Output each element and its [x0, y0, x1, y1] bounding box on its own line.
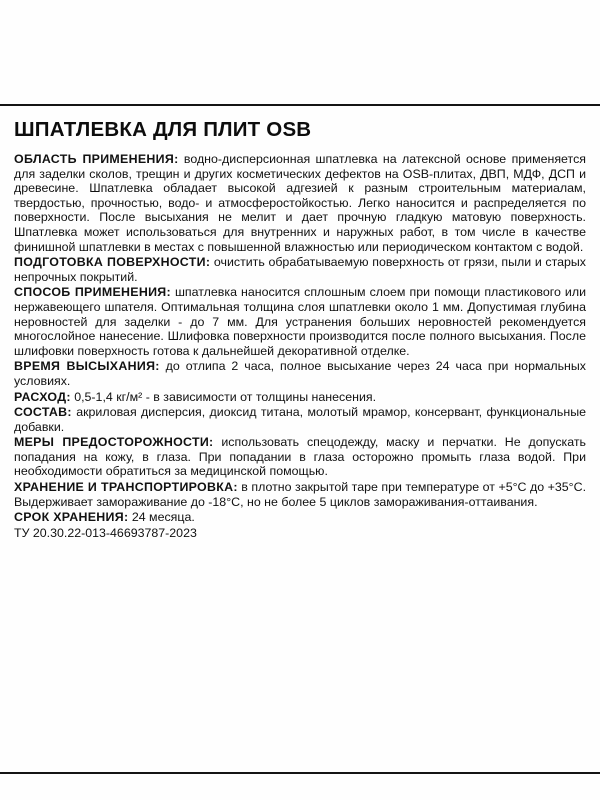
- section-text: 24 месяца.: [128, 510, 195, 525]
- section-heading: ПОДГОТОВКА ПОВЕРХНОСТИ:: [14, 255, 211, 270]
- section-text: 0,5-1,4 кг/м² - в зависимости от толщины нанесения.: [70, 389, 377, 404]
- section-text: водно-дисперсионная шпатлевка на латексной основе применяется для заделки сколов, трещин и других косметических дефектов на OSB-плитах, ДВП, МДФ, ДСП и древесине. Шпатлевка обладает высокой адгезией к разным строительным материалам, твердостью, прочностью, водо- и атмосферостойкостью. Легко наносится и распределяется по поверхности. После высыхания не мелит и дает прочную гладкую матовую поверхность. Шпатлевка может использоваться для внутренних и наружных работ, в том числе в качестве финишной шпатлевки в местах с повышенной влажностью или периодическом контактом с водой.: [14, 152, 586, 254]
- section-heading: СОСТАВ:: [14, 405, 72, 420]
- label-content: [14, 118, 586, 553]
- section-usage-method: [14, 285, 586, 358]
- section-text: акриловая дисперсия, диоксид титана, молотый мрамор, консервант, функциональные добавки.: [14, 405, 586, 434]
- section-consumption: [14, 390, 586, 405]
- section-shelf-life: [14, 510, 586, 525]
- section-heading: ХРАНЕНИЕ И ТРАНСПОРТИРОВКА:: [14, 480, 238, 495]
- section-drying-time: [14, 359, 586, 388]
- section-heading: ОБЛАСТЬ ПРИМЕНЕНИЯ:: [14, 152, 179, 166]
- divider-bottom: [0, 772, 600, 774]
- section-text: до отлипа 2 часа, полное высыхание через 24 часа при нормальных условиях.: [14, 359, 587, 388]
- section-storage-transport: [14, 480, 586, 509]
- section-composition: [14, 405, 586, 434]
- section-heading: СПОСОБ ПРИМЕНЕНИЯ:: [14, 285, 171, 300]
- section-text: в плотно закрытой таре при температуре от +5°C до +35°C. Выдерживает замораживание до -18°C, но не более 5 циклов замораживания-оттаивания.: [14, 480, 587, 509]
- section-surface-preparation: [14, 255, 586, 284]
- section-heading: СРОК ХРАНЕНИЯ:: [14, 510, 129, 525]
- section-text: очистить обрабатываемую поверхность от грязи, пыли и старых непрочных покрытий.: [14, 255, 586, 284]
- section-safety-precautions: [14, 435, 586, 479]
- spec-code: ТУ 20.30.22-013-46693787-2023: [14, 525, 197, 540]
- section-heading: ВРЕМЯ ВЫСЫХАНИЯ:: [14, 359, 160, 374]
- section-heading: РАСХОД:: [14, 389, 71, 404]
- section-text: использовать спецодежду, маску и перчатки. Не допускать попадания на кожу, в глаза. При попадании в глаза осторожно промыть глаза водой. При необходимости обратиться за медицинской помощью.: [14, 435, 587, 479]
- section-heading: МЕРЫ ПРЕДОСТОРОЖНОСТИ:: [14, 435, 214, 450]
- divider-top: [0, 104, 600, 106]
- section-text: шпатлевка наносится сплошным слоем при помощи пластикового или нержавеющего шпателя. Оптимальная толщина слоя шпатлевки около 1 мм. Допустимая глубина неровностей для заделки - до 7 мм. Для устранения больших неровностей рекомендуется многослойное нанесение. Шлифовка поверхности производится после полного высыхания. После шлифовки поверхность готова к дальнейшей декоративной отделке.: [14, 285, 587, 358]
- page-title: ШПАТЛЕВКА ДЛЯ ПЛИТ OSB: [14, 118, 312, 141]
- section-application: [14, 152, 586, 254]
